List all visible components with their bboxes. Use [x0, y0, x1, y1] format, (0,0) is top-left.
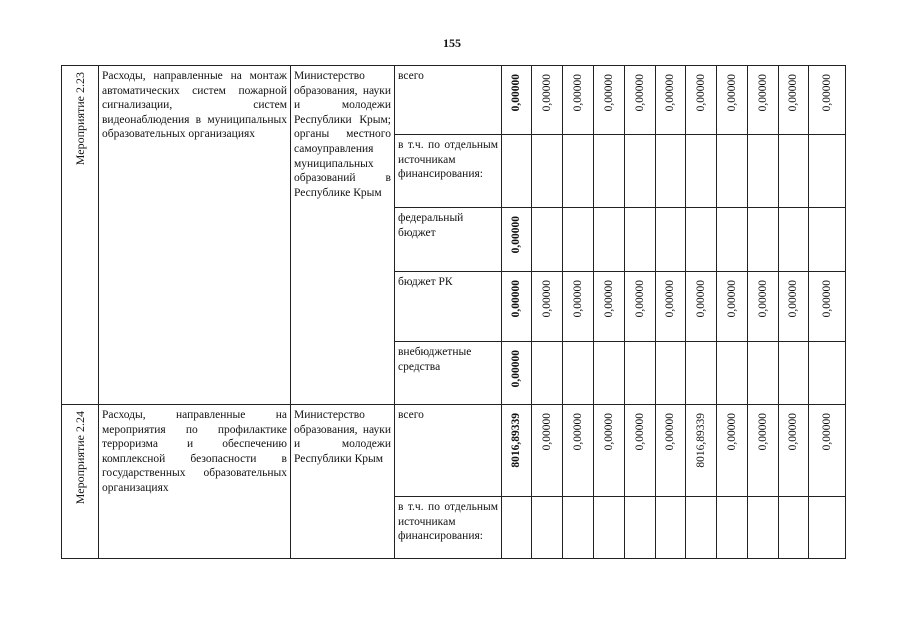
- year-amount-cell: [686, 208, 717, 272]
- year-amount-cell: [532, 135, 563, 208]
- year-amount: 0,00000: [602, 413, 615, 451]
- year-amount-cell: [594, 135, 625, 208]
- year-amount-cell: [594, 272, 625, 342]
- year-amount: 0,00000: [787, 280, 800, 318]
- year-amount-cell: [748, 497, 779, 559]
- year-amount-cell: [779, 405, 809, 497]
- budget-table: [61, 65, 846, 559]
- year-amount-cell: [779, 272, 809, 342]
- funding-source-name: в т.ч. по отдельным источникам финансирования:: [398, 501, 498, 543]
- page-number: 155: [443, 36, 461, 50]
- year-amount-cell: [809, 66, 846, 135]
- year-amount-cell: [563, 342, 594, 405]
- year-amount: 0,00000: [820, 413, 833, 451]
- year-amount: 0,00000: [820, 74, 833, 112]
- table-row: [62, 405, 846, 497]
- year-amount: 0,00000: [602, 280, 615, 318]
- total-amount-cell: [502, 405, 532, 497]
- year-amount-cell: [809, 342, 846, 405]
- year-amount-cell: [656, 135, 686, 208]
- year-amount: 0,00000: [756, 413, 769, 451]
- year-amount-cell: [686, 66, 717, 135]
- year-amount-cell: [717, 342, 748, 405]
- year-amount: 0,00000: [571, 413, 584, 451]
- total-amount-cell: [502, 208, 532, 272]
- year-amount: 0,00000: [633, 74, 646, 112]
- activity-description: Расходы, направленные на мероприятия по профилактике терроризма и обеспечению комплексной безопасности в государственных образовательных организациях: [102, 409, 287, 494]
- executors-text: Министерство образования, науки и молодежи Республики Крым; органы местного самоуправления муниципальных образований в Республике Крым: [294, 70, 391, 199]
- table-row: [62, 66, 846, 135]
- executors-text: Министерство образования, науки и молодежи Республики Крым: [294, 409, 391, 465]
- year-amount-cell: [717, 135, 748, 208]
- funding-source-name: всего: [398, 70, 424, 82]
- year-amount: 0,00000: [664, 74, 677, 112]
- year-amount-cell: [809, 208, 846, 272]
- year-amount-cell: [563, 497, 594, 559]
- year-amount: 0,00000: [633, 413, 646, 451]
- funding-source-name: бюджет РК: [398, 276, 453, 288]
- total-amount: 0,00000: [510, 216, 523, 254]
- year-amount-cell: [532, 208, 563, 272]
- activity-label-cell: [62, 405, 99, 559]
- year-amount: 0,00000: [540, 74, 553, 112]
- year-amount-cell: [779, 342, 809, 405]
- year-amount-cell: [625, 342, 656, 405]
- year-amount-cell: [532, 405, 563, 497]
- year-amount-cell: [594, 66, 625, 135]
- year-amount: 0,00000: [633, 280, 646, 318]
- year-amount-cell: [686, 272, 717, 342]
- year-amount-cell: [779, 497, 809, 559]
- executors-cell: [291, 405, 395, 559]
- activity-label-cell: [62, 66, 99, 405]
- year-amount-cell: [563, 208, 594, 272]
- funding-source-cell: [395, 208, 502, 272]
- year-amount-cell: [686, 135, 717, 208]
- year-amount-cell: [532, 272, 563, 342]
- year-amount-cell: [686, 405, 717, 497]
- total-amount-cell: [502, 272, 532, 342]
- executors-cell: [291, 66, 395, 405]
- year-amount-cell: [594, 497, 625, 559]
- year-amount-cell: [563, 405, 594, 497]
- funding-source-name: в т.ч. по отдельным источникам финансирования:: [398, 139, 498, 181]
- year-amount-cell: [748, 342, 779, 405]
- year-amount-cell: [779, 135, 809, 208]
- activity-label: Мероприятие 2.24: [72, 411, 87, 505]
- funding-source-cell: [395, 272, 502, 342]
- funding-source-name: всего: [398, 409, 424, 421]
- year-amount: 0,00000: [725, 413, 738, 451]
- year-amount-cell: [656, 405, 686, 497]
- year-amount: 0,00000: [787, 74, 800, 112]
- year-amount: 0,00000: [602, 74, 615, 112]
- year-amount-cell: [656, 342, 686, 405]
- activity-description: Расходы, направленные на монтаж автоматических систем пожарной сигнализации, систем видеонаблюдения в муниципальных образовательных организациях: [102, 70, 287, 141]
- total-amount: 0,00000: [510, 74, 523, 112]
- year-amount: 0,00000: [694, 280, 707, 318]
- year-amount-cell: [656, 66, 686, 135]
- year-amount-cell: [809, 497, 846, 559]
- year-amount-cell: [748, 208, 779, 272]
- year-amount-cell: [809, 135, 846, 208]
- year-amount: 0,00000: [540, 413, 553, 451]
- year-amount: 0,00000: [540, 280, 553, 318]
- year-amount: 0,00000: [664, 413, 677, 451]
- year-amount-cell: [717, 405, 748, 497]
- funding-source-name: федеральный бюджет: [398, 212, 464, 239]
- total-amount-cell: [502, 497, 532, 559]
- year-amount: 0,00000: [756, 74, 769, 112]
- year-amount-cell: [532, 497, 563, 559]
- year-amount-cell: [532, 342, 563, 405]
- year-amount: 8016,89339: [694, 413, 707, 468]
- total-amount-cell: [502, 66, 532, 135]
- year-amount-cell: [717, 66, 748, 135]
- year-amount-cell: [594, 208, 625, 272]
- total-amount-cell: [502, 135, 532, 208]
- year-amount-cell: [563, 272, 594, 342]
- year-amount-cell: [748, 272, 779, 342]
- year-amount-cell: [625, 66, 656, 135]
- year-amount-cell: [594, 342, 625, 405]
- year-amount-cell: [717, 272, 748, 342]
- year-amount-cell: [779, 66, 809, 135]
- year-amount-cell: [809, 272, 846, 342]
- year-amount-cell: [748, 66, 779, 135]
- funding-source-cell: [395, 342, 502, 405]
- total-amount: 0,00000: [510, 350, 523, 388]
- year-amount-cell: [748, 135, 779, 208]
- funding-source-name: внебюджетные средства: [398, 346, 472, 373]
- year-amount: 0,00000: [571, 280, 584, 318]
- year-amount-cell: [686, 342, 717, 405]
- total-amount: 8016,89339: [510, 413, 523, 468]
- year-amount-cell: [625, 208, 656, 272]
- year-amount-cell: [625, 272, 656, 342]
- funding-source-cell: [395, 135, 502, 208]
- year-amount: 0,00000: [787, 413, 800, 451]
- year-amount-cell: [625, 135, 656, 208]
- year-amount-cell: [748, 405, 779, 497]
- year-amount-cell: [656, 272, 686, 342]
- year-amount-cell: [563, 135, 594, 208]
- year-amount-cell: [625, 405, 656, 497]
- funding-source-cell: [395, 405, 502, 497]
- year-amount-cell: [717, 497, 748, 559]
- year-amount: 0,00000: [820, 280, 833, 318]
- year-amount-cell: [779, 208, 809, 272]
- funding-source-cell: [395, 497, 502, 559]
- year-amount: 0,00000: [725, 74, 738, 112]
- activity-label: Мероприятие 2.23: [72, 72, 87, 166]
- year-amount-cell: [656, 497, 686, 559]
- year-amount: 0,00000: [571, 74, 584, 112]
- total-amount: 0,00000: [510, 280, 523, 318]
- year-amount-cell: [532, 66, 563, 135]
- year-amount-cell: [563, 66, 594, 135]
- year-amount: 0,00000: [756, 280, 769, 318]
- year-amount: 0,00000: [664, 280, 677, 318]
- year-amount-cell: [625, 497, 656, 559]
- total-amount-cell: [502, 342, 532, 405]
- year-amount-cell: [594, 405, 625, 497]
- year-amount: 0,00000: [725, 280, 738, 318]
- year-amount-cell: [717, 208, 748, 272]
- year-amount-cell: [656, 208, 686, 272]
- year-amount-cell: [809, 405, 846, 497]
- activity-description-cell: [99, 66, 291, 405]
- activity-description-cell: [99, 405, 291, 559]
- year-amount: 0,00000: [694, 74, 707, 112]
- year-amount-cell: [686, 497, 717, 559]
- funding-source-cell: [395, 66, 502, 135]
